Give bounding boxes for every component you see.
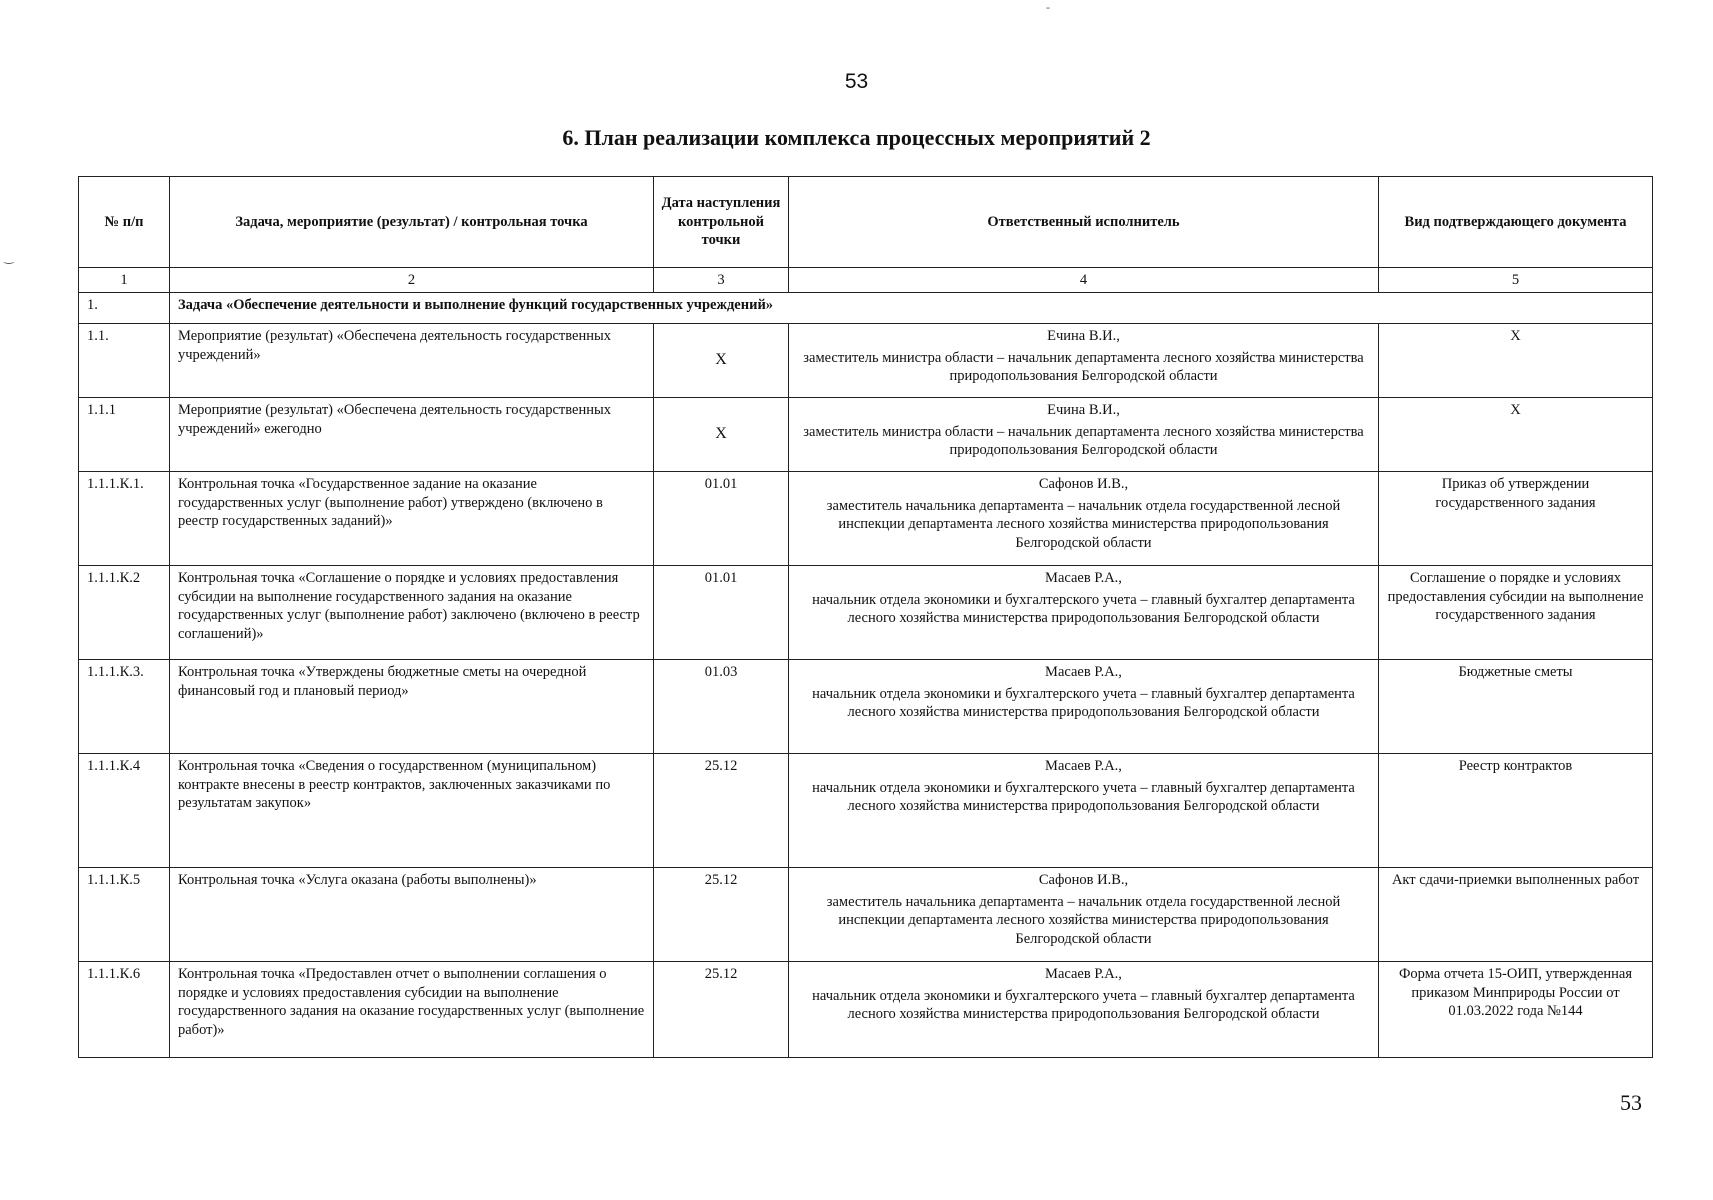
column-number: 3 — [654, 268, 789, 293]
row-text: Контрольная точка «Предоставлен отчет о выполнении соглашения о порядке и условиях предоставления субсидии на выполнение государственного задания на оказание государственных услуг (выполнение работ)» — [170, 962, 654, 1058]
row-executor — [789, 962, 1379, 1058]
row-date: 01.01 — [654, 566, 789, 660]
header-doc: Вид подтверждающего документа — [1379, 177, 1653, 268]
row-text: Мероприятие (результат) «Обеспечена деятельность государственных учреждений» ежегодно — [170, 398, 654, 472]
executor-role: заместитель начальника департамента – начальник отдела государственной лесной инспекции департамента лесного хозяйства министерства природопользования Белгородской области — [826, 497, 1341, 551]
row-num: 1.1.1.К.4 — [79, 754, 170, 868]
row-document: Приказ об утверждении государственного задания — [1379, 472, 1653, 566]
table-header-row — [79, 177, 1653, 268]
executor-role: начальник отдела экономики и бухгалтерского учета – главный бухгалтер департамента лесного хозяйства министерства природопользования Белгородской области — [812, 591, 1355, 627]
row-document: Соглашение о порядке и условиях предоставления субсидии на выполнение государственного задания — [1379, 566, 1653, 660]
executor-role: начальник отдела экономики и бухгалтерского учета – главный бухгалтер департамента лесного хозяйства министерства природопользования Белгородской области — [812, 779, 1355, 815]
table-row — [79, 472, 1653, 566]
row-date: 01.03 — [654, 660, 789, 754]
executor-name: Масаев Р.А., — [1045, 966, 1122, 982]
executor-name: Ечина В.И., — [1047, 328, 1120, 344]
row-executor — [789, 660, 1379, 754]
row-num: 1.1.1.К.5 — [79, 868, 170, 962]
task-text: Задача «Обеспечение деятельности и выполнение функций государственных учреждений» — [170, 293, 1653, 324]
page-title: 6. План реализации комплекса процессных мероприятий 2 — [562, 125, 1151, 150]
page-number-bottom: 53 — [1620, 1090, 1642, 1115]
plan-table — [78, 176, 1653, 1058]
row-executor — [789, 324, 1379, 398]
task-num: 1. — [79, 293, 170, 324]
executor-role: начальник отдела экономики и бухгалтерского учета – главный бухгалтер департамента лесного хозяйства министерства природопользования Белгородской области — [812, 987, 1355, 1023]
page-number-top: 53 — [844, 70, 869, 93]
executor-role: заместитель министра области – начальник департамента лесного хозяйства министерства природопользования Белгородской области — [803, 349, 1364, 385]
row-num: 1.1. — [79, 324, 170, 398]
task-row — [79, 293, 1653, 324]
row-date: X — [654, 398, 789, 472]
executor-name: Масаев Р.А., — [1045, 570, 1122, 586]
row-date: 25.12 — [654, 868, 789, 962]
column-number-row — [79, 268, 1653, 293]
row-date: X — [654, 324, 789, 398]
row-executor — [789, 566, 1379, 660]
column-number: 2 — [170, 268, 654, 293]
row-executor — [789, 398, 1379, 472]
row-executor — [789, 868, 1379, 962]
row-document: Форма отчета 15-ОИП, утвержденная приказом Минприроды России от 01.03.2022 года №144 — [1379, 962, 1653, 1058]
column-number: 5 — [1379, 268, 1653, 293]
table-row — [79, 754, 1653, 868]
table-row — [79, 398, 1653, 472]
row-document: Бюджетные сметы — [1379, 660, 1653, 754]
row-date: 25.12 — [654, 962, 789, 1058]
row-date: 01.01 — [654, 472, 789, 566]
executor-name: Масаев Р.А., — [1045, 664, 1122, 680]
row-text: Контрольная точка «Услуга оказана (работы выполнены)» — [170, 868, 654, 962]
table-row — [79, 566, 1653, 660]
executor-role: заместитель министра области – начальник департамента лесного хозяйства министерства природопользования Белгородской области — [803, 423, 1364, 459]
table-row — [79, 962, 1653, 1058]
executor-role: начальник отдела экономики и бухгалтерского учета – главный бухгалтер департамента лесного хозяйства министерства природопользования Белгородской области — [812, 685, 1355, 721]
header-date: Дата наступления контрольной точки — [654, 177, 789, 268]
row-executor — [789, 754, 1379, 868]
row-document: Реестр контрактов — [1379, 754, 1653, 868]
header-num: № п/п — [79, 177, 170, 268]
row-text: Мероприятие (результат) «Обеспечена деятельность государственных учреждений» — [170, 324, 654, 398]
row-num: 1.1.1 — [79, 398, 170, 472]
executor-name: Сафонов И.В., — [1038, 872, 1129, 888]
row-text: Контрольная точка «Утверждены бюджетные сметы на очередной финансовый год и плановый период» — [170, 660, 654, 754]
row-text: Контрольная точка «Сведения о государственном (муниципальном) контракте внесены в реестр контрактов, заключенных заказчиками по результатам закупок» — [170, 754, 654, 868]
row-num: 1.1.1.К.3. — [79, 660, 170, 754]
table-row — [79, 660, 1653, 754]
scan-mark-top: - — [1046, 0, 1050, 14]
column-number: 1 — [79, 268, 170, 293]
row-num: 1.1.1.К.2 — [79, 566, 170, 660]
row-text: Контрольная точка «Соглашение о порядке и условиях предоставления субсидии на выполнение государственного задания на оказание государственных услуг (выполнение работ) заключено (включено в реестр соглашений)» — [170, 566, 654, 660]
header-task: Задача, мероприятие (результат) / контрольная точка — [170, 177, 654, 268]
executor-name: Ечина В.И., — [1047, 402, 1120, 418]
row-executor — [789, 472, 1379, 566]
table-row — [79, 868, 1653, 962]
table-row — [79, 324, 1653, 398]
row-document: X — [1379, 324, 1653, 398]
row-text: Контрольная точка «Государственное задание на оказание государственных услуг (выполнение работ) утверждено (включено в реестр государственных заданий)» — [170, 472, 654, 566]
row-document: Акт сдачи-приемки выполненных работ — [1379, 868, 1653, 962]
scan-mark-left: ‿ — [4, 250, 14, 264]
executor-name: Масаев Р.А., — [1045, 758, 1122, 774]
column-number: 4 — [789, 268, 1379, 293]
executor-role: заместитель начальника департамента – начальник отдела государственной лесной инспекции департамента лесного хозяйства министерства природопользования Белгородской области — [826, 893, 1341, 947]
executor-name: Сафонов И.В., — [1038, 476, 1129, 492]
header-executor: Ответственный исполнитель — [789, 177, 1379, 268]
row-date: 25.12 — [654, 754, 789, 868]
row-num: 1.1.1.К.6 — [79, 962, 170, 1058]
row-document: X — [1379, 398, 1653, 472]
row-num: 1.1.1.К.1. — [79, 472, 170, 566]
